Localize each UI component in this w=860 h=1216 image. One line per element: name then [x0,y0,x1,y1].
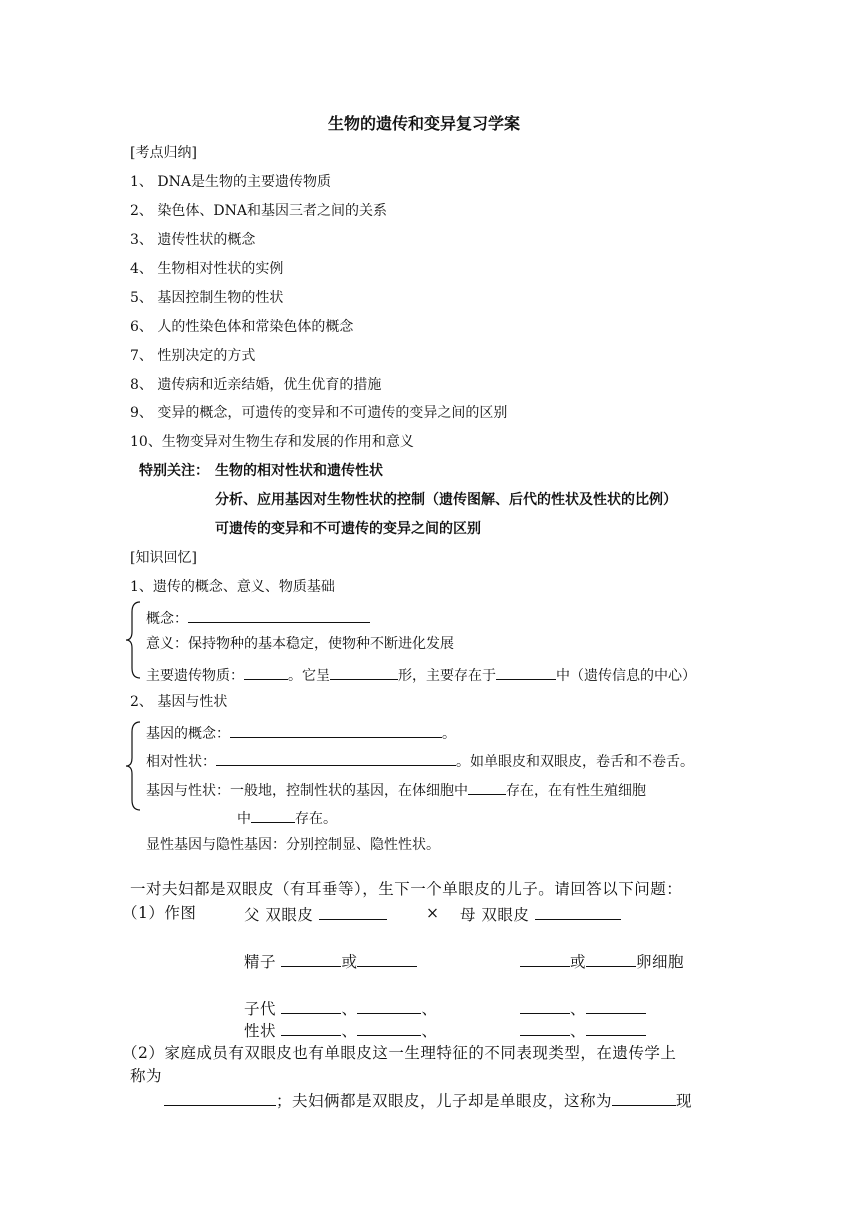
q2-gene-trait-d: 存在。 [295,811,337,827]
section-exam-points: [考点归纳] [130,145,197,161]
section-review: [知识回忆] [130,550,197,566]
offspring-sep-3: 、 [570,1000,587,1018]
exam-point-2: 2、 染色体、DNA和基因三者之间的关系 [130,203,387,219]
exam-point-8: 8、 遗传病和近亲结婚，优生优育的措施 [130,377,382,393]
q1-concept-row [146,609,370,626]
p2-line2a: ；夫妇俩都是双眼皮，儿子却是单眼皮，这称为 [276,1092,613,1110]
father-blank[interactable] [319,906,387,920]
q2-gene-trait-blank-1[interactable] [468,781,506,795]
q2-heading: 2、 基因与性状 [130,694,228,710]
trait-sep-3: 、 [570,1022,587,1040]
trait-sep-2: 、 [421,1022,438,1040]
q2-gene-trait-a: 基因与性状：一般地，控制性状的基因，在体细胞中 [146,783,468,799]
p2-line1b: 称为 [130,1067,163,1085]
q1-material-end: 中（遗传信息的中心） [556,668,696,684]
q1-meaning: 意义：保持物种的基本稳定，使物种不断进化发展 [146,636,454,652]
exam-point-3: 3、 遗传性状的概念 [130,232,256,248]
offspring-blank-2[interactable] [357,1000,421,1014]
offspring-blank-3[interactable] [520,1000,570,1014]
p2-line2 [164,1092,692,1110]
exam-point-9: 9、 变异的概念，可遗传的变异和不可遗传的变异之间的区别 [130,405,508,421]
mother-blank[interactable] [535,906,621,920]
egg-blank-1[interactable] [520,953,570,967]
q2-relative-row [146,752,694,769]
exam-point-6: 6、 人的性染色体和常染色体的概念 [130,319,354,335]
q1-concept-label: 概念： [146,611,188,627]
offspring-sep-2: 、 [421,1000,438,1018]
focus-item-2: 分析、应用基因对生物性状的控制（遗传图解、后代的性状及性状的比例） [215,492,677,508]
mother-row [460,906,621,924]
q1-material-blank-3[interactable] [496,666,556,680]
egg-label: 卵细胞 [636,953,685,971]
focus-item-3: 可遗传的变异和不可遗传的变异之间的区别 [215,521,481,537]
q2-gene-concept-end: 。 [442,726,456,742]
q2-gene-trait-c: 中 [237,811,251,827]
problem-intro: 一对夫妇都是双眼皮（有耳垂等），生下一个单眼皮的儿子。请回答以下问题： [130,880,683,898]
q1-material-mid2: 形，主要存在于 [398,668,496,684]
exam-point-5: 5、 基因控制生物的性状 [130,290,284,306]
focus-label: 特别关注： [139,463,209,479]
exam-point-1: 1、 DNA是生物的主要遗传物质 [130,174,331,190]
mother-label: 母 双眼皮 [460,906,530,924]
q2-gene-concept-row [146,724,456,741]
q1-material-blank-1[interactable] [244,666,288,680]
cross-symbol: × [426,904,440,922]
offspring-blank-1[interactable] [281,1000,341,1014]
egg-row [520,953,684,971]
exam-point-10: 10、生物变异对生物生存和发展的作用和意义 [130,434,414,450]
q1-material-label: 主要遗传物质： [146,668,244,684]
offspring-row-right [520,1000,646,1018]
q1-material-blank-2[interactable] [330,666,398,680]
p1-label: （1）作图 [122,904,197,922]
q1-concept-blank[interactable] [188,609,370,623]
sperm-label: 精子 [244,953,277,971]
brace-q1 [124,600,144,680]
trait-blank-1[interactable] [281,1022,341,1036]
exam-point-7: 7、 性别决定的方式 [130,348,256,364]
offspring-row [244,1000,437,1018]
q2-gene-trait-row-2 [237,809,337,826]
offspring-label: 子代 [244,1000,277,1018]
q1-material-mid1: 。它呈 [288,668,330,684]
sperm-blank-2[interactable] [357,953,417,967]
q2-relative-label: 相对性状： [146,754,216,770]
trait-label: 性状 [244,1022,277,1040]
offspring-blank-4[interactable] [586,1000,646,1014]
q2-dominant: 显性基因与隐性基因：分别控制显、隐性性状。 [146,837,440,853]
trait-blank-4[interactable] [586,1022,646,1036]
p2-line1: （2）家庭成员有双眼皮也有单眼皮这一生理特征的不同表现类型，在遗传学上 [122,1044,677,1062]
trait-row [244,1022,437,1040]
q2-gene-concept-blank[interactable] [230,724,442,738]
trait-row-right [520,1022,646,1040]
p2-blank-1[interactable] [164,1092,276,1106]
brace-q2 [124,720,144,812]
q2-gene-trait-blank-2[interactable] [251,809,295,823]
q2-relative-end: 。如单眼皮和双眼皮，卷舌和不卷舌。 [456,754,694,770]
q1-material-row [146,666,696,683]
trait-sep-1: 、 [341,1022,358,1040]
p2-line2b: 现 [676,1092,693,1110]
q1-heading: 1、遗传的概念、意义、物质基础 [130,579,335,595]
trait-blank-2[interactable] [357,1022,421,1036]
p2-blank-2[interactable] [612,1092,676,1106]
focus-item-1: 生物的相对性状和遗传性状 [215,463,383,479]
sperm-row [244,953,417,971]
sperm-or: 或 [341,953,358,971]
q2-relative-blank[interactable] [216,752,456,766]
q2-gene-trait-row [146,781,646,798]
page-title: 生物的遗传和变异复习学案 [328,114,521,133]
father-row [244,906,387,924]
father-label: 父 双眼皮 [244,906,314,924]
trait-blank-3[interactable] [520,1022,570,1036]
egg-blank-2[interactable] [586,953,636,967]
offspring-sep-1: 、 [341,1000,358,1018]
exam-point-4: 4、 生物相对性状的实例 [130,261,284,277]
q2-gene-concept-label: 基因的概念： [146,726,230,742]
egg-or: 或 [570,953,587,971]
q2-gene-trait-b: 存在，在有性生殖细胞 [506,783,646,799]
sperm-blank-1[interactable] [281,953,341,967]
